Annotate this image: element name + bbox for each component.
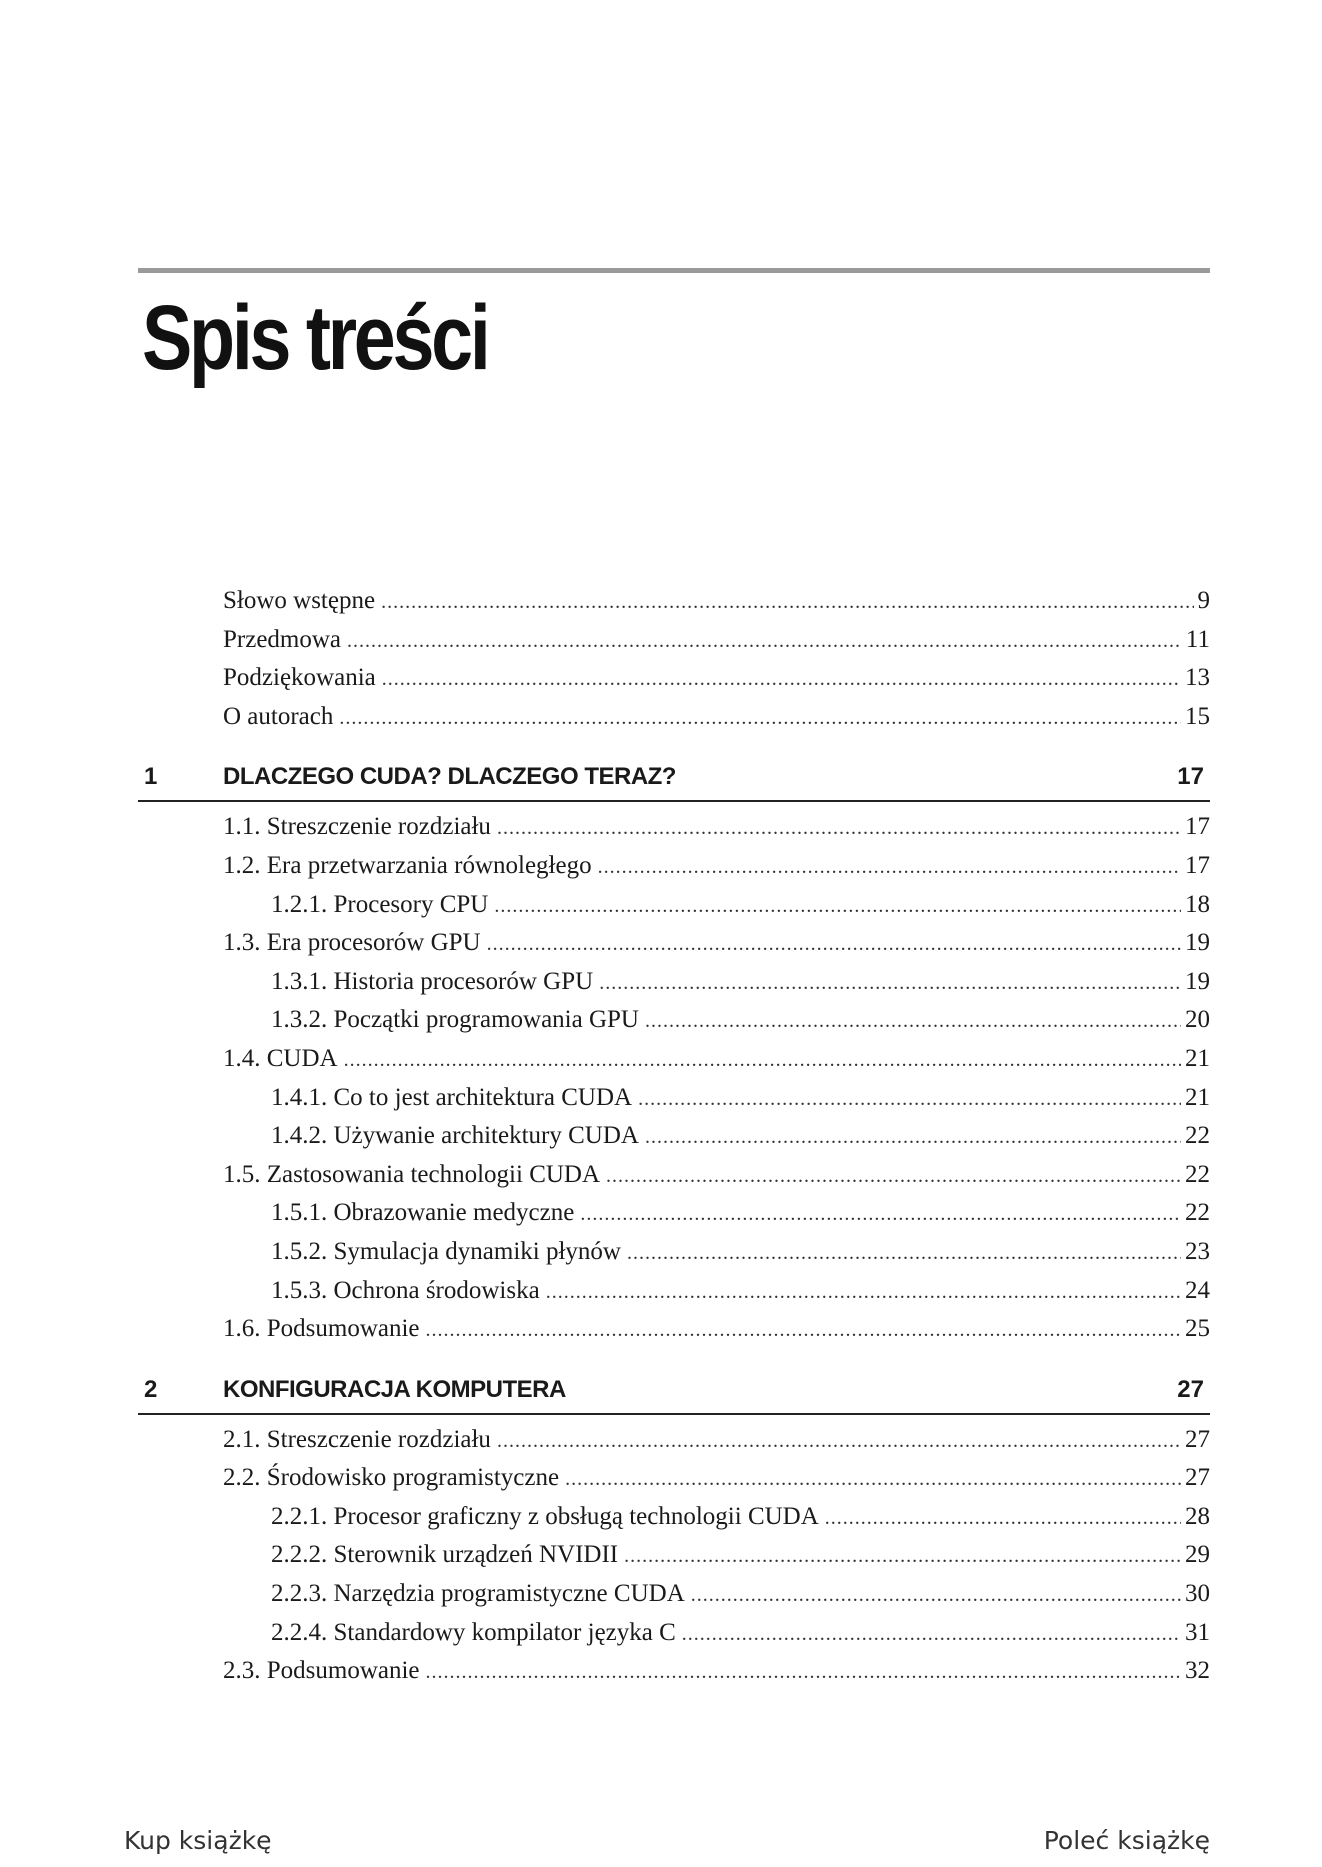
toc-entry-page: 9 (1197, 587, 1210, 614)
dot-leader (382, 660, 1181, 699)
toc-entry-page: 17 (1185, 813, 1210, 841)
dot-leader (339, 699, 1181, 738)
toc-entry-title: 1.5.3. Ochrona środowiska (271, 1276, 540, 1304)
toc-entry-page: 21 (1185, 1083, 1210, 1111)
dot-leader (627, 1234, 1181, 1273)
toc-entry[interactable] (138, 1156, 1210, 1195)
toc-entry-title: 2.1. Streszczenie rozdziału (223, 1425, 491, 1453)
toc-entry-page: 15 (1185, 702, 1210, 730)
dot-leader (691, 1576, 1181, 1615)
dot-leader (825, 1499, 1181, 1538)
toc-entry-title: 2.3. Podsumowanie (223, 1657, 420, 1685)
toc-entry-title: 1.4. CUDA (223, 1044, 338, 1072)
toc-entry-title: 1.4.2. Używanie architektury CUDA (271, 1122, 639, 1150)
toc-entry[interactable] (138, 886, 1210, 925)
toc-entry-page: 27 (1185, 1464, 1210, 1492)
toc-entry[interactable] (138, 621, 1210, 660)
dot-leader (381, 583, 1193, 622)
toc-entry[interactable] (138, 924, 1210, 963)
toc-entry-title: 1.6. Podsumowanie (223, 1315, 420, 1343)
toc-entry-title: 1.2. Era przetwarzania równoległego (223, 851, 592, 879)
toc-entry-page: 21 (1185, 1044, 1210, 1072)
dot-leader (606, 1157, 1181, 1196)
chapter-number: 1 (144, 763, 158, 791)
toc-entry[interactable] (138, 1117, 1210, 1156)
toc-entry-page: 18 (1185, 890, 1210, 918)
toc-entry-page: 22 (1185, 1160, 1210, 1188)
toc-entry-title: Przedmowa (223, 625, 342, 653)
chapter-title: KONFIGURACJA KOMPUTERA (223, 1375, 566, 1403)
chapter-number: 2 (144, 1375, 158, 1403)
toc-entry-page: 30 (1185, 1580, 1210, 1608)
chapter-heading[interactable] (138, 1367, 1210, 1415)
toc-entry-title: O autorach (223, 702, 334, 730)
dot-leader (347, 622, 1182, 661)
dot-leader (426, 1311, 1181, 1350)
toc-entry[interactable] (138, 1498, 1210, 1537)
chapter-page: 27 (1177, 1375, 1204, 1403)
dot-leader (344, 1041, 1181, 1080)
toc-entry-page: 19 (1185, 929, 1210, 957)
toc-entry-page: 24 (1185, 1276, 1210, 1304)
toc-entry-title: 1.5.2. Symulacja dynamiki płynów (271, 1237, 621, 1265)
toc-entry[interactable] (138, 1233, 1210, 1272)
toc-entry-page: 22 (1185, 1122, 1210, 1150)
toc-entry-title: 2.2.1. Procesor graficzny z obsługą technologii CUDA (271, 1502, 819, 1530)
dot-leader (645, 1118, 1181, 1157)
toc-entry-title: 1.4.1. Co to jest architektura CUDA (271, 1083, 633, 1111)
toc-entry-title: 1.3.1. Historia procesorów GPU (271, 967, 594, 995)
toc-entry-title: Słowo wstępne (223, 587, 376, 614)
toc-entry-page: 23 (1185, 1237, 1210, 1265)
toc-entry-title: 2.2.4. Standardowy kompilator języka C (271, 1618, 676, 1646)
chapter-title: DLACZEGO CUDA? DLACZEGO TERAZ? (223, 763, 676, 791)
toc-entry-title: 1.3. Era procesorów GPU (223, 929, 481, 957)
toc-entry-title: 1.5.1. Obrazowanie medyczne (271, 1199, 575, 1227)
toc-entry-page: 19 (1185, 967, 1210, 995)
toc-entry-title: Podziękowania (223, 664, 376, 692)
dot-leader (638, 1080, 1181, 1119)
buy-book-link[interactable]: Kup książkę (124, 1826, 272, 1855)
toc-entry[interactable] (138, 1001, 1210, 1040)
dot-leader (599, 964, 1181, 1003)
recommend-book-link[interactable]: Poleć książkę (1043, 1826, 1210, 1855)
toc-entry-title: 2.2.2. Sterownik urządzeń NVIDII (271, 1541, 619, 1569)
toc-entry-page: 20 (1185, 1006, 1210, 1034)
toc-entry[interactable] (138, 1194, 1210, 1233)
toc-entry[interactable] (138, 1652, 1210, 1691)
dot-leader (580, 1195, 1181, 1234)
toc-entry[interactable] (138, 698, 1210, 737)
toc-entry-title: 2.2.3. Narzędzia programistyczne CUDA (271, 1580, 685, 1608)
toc-entry-page: 27 (1185, 1425, 1210, 1453)
toc-entry-title: 1.3.2. Początki programowania GPU (271, 1006, 639, 1034)
toc-entry-page: 31 (1185, 1618, 1210, 1646)
toc-entry[interactable] (138, 963, 1210, 1002)
dot-leader (624, 1537, 1181, 1576)
dot-leader (497, 809, 1181, 848)
top-rule (138, 268, 1210, 273)
page-title: Spis treści (142, 287, 488, 389)
table-of-contents (138, 582, 1210, 1691)
dot-leader (487, 925, 1181, 964)
dot-leader (598, 848, 1181, 887)
toc-entry-title: 2.2. Środowisko programistyczne (223, 1464, 560, 1492)
toc-entry[interactable] (138, 582, 1210, 621)
chapter-heading[interactable] (138, 754, 1210, 802)
toc-entry-page: 11 (1185, 625, 1210, 653)
toc-entry-page: 29 (1185, 1541, 1210, 1569)
toc-entry-title: 1.1. Streszczenie rozdziału (223, 813, 491, 841)
toc-entry[interactable] (138, 1040, 1210, 1079)
toc-entry[interactable] (138, 1459, 1210, 1498)
toc-entry[interactable] (138, 659, 1210, 698)
toc-entry[interactable] (138, 1575, 1210, 1614)
toc-entry[interactable] (138, 808, 1210, 847)
chapter-page: 17 (1177, 763, 1204, 791)
toc-entry[interactable] (138, 1272, 1210, 1311)
dot-leader (426, 1653, 1181, 1692)
dot-leader (682, 1615, 1181, 1654)
dot-leader (497, 1422, 1181, 1461)
toc-entry[interactable] (138, 1421, 1210, 1460)
dot-leader (645, 1002, 1181, 1041)
dot-leader (494, 887, 1181, 926)
toc-entry[interactable] (138, 847, 1210, 886)
toc-entry-page: 28 (1185, 1502, 1210, 1530)
toc-entry[interactable] (138, 1079, 1210, 1118)
toc-entry-page: 22 (1185, 1199, 1210, 1227)
toc-entry[interactable] (138, 1614, 1210, 1653)
dot-leader (565, 1460, 1181, 1499)
toc-entry-title: 1.2.1. Procesory CPU (271, 890, 489, 918)
toc-entry-page: 17 (1185, 851, 1210, 879)
toc-entry[interactable] (138, 1536, 1210, 1575)
toc-entry-title: 1.5. Zastosowania technologii CUDA (223, 1160, 601, 1188)
toc-entry-page: 32 (1185, 1657, 1210, 1685)
toc-entry[interactable] (138, 1310, 1210, 1349)
toc-entry-page: 25 (1185, 1315, 1210, 1343)
toc-entry-page: 13 (1185, 664, 1210, 692)
dot-leader (546, 1273, 1181, 1312)
